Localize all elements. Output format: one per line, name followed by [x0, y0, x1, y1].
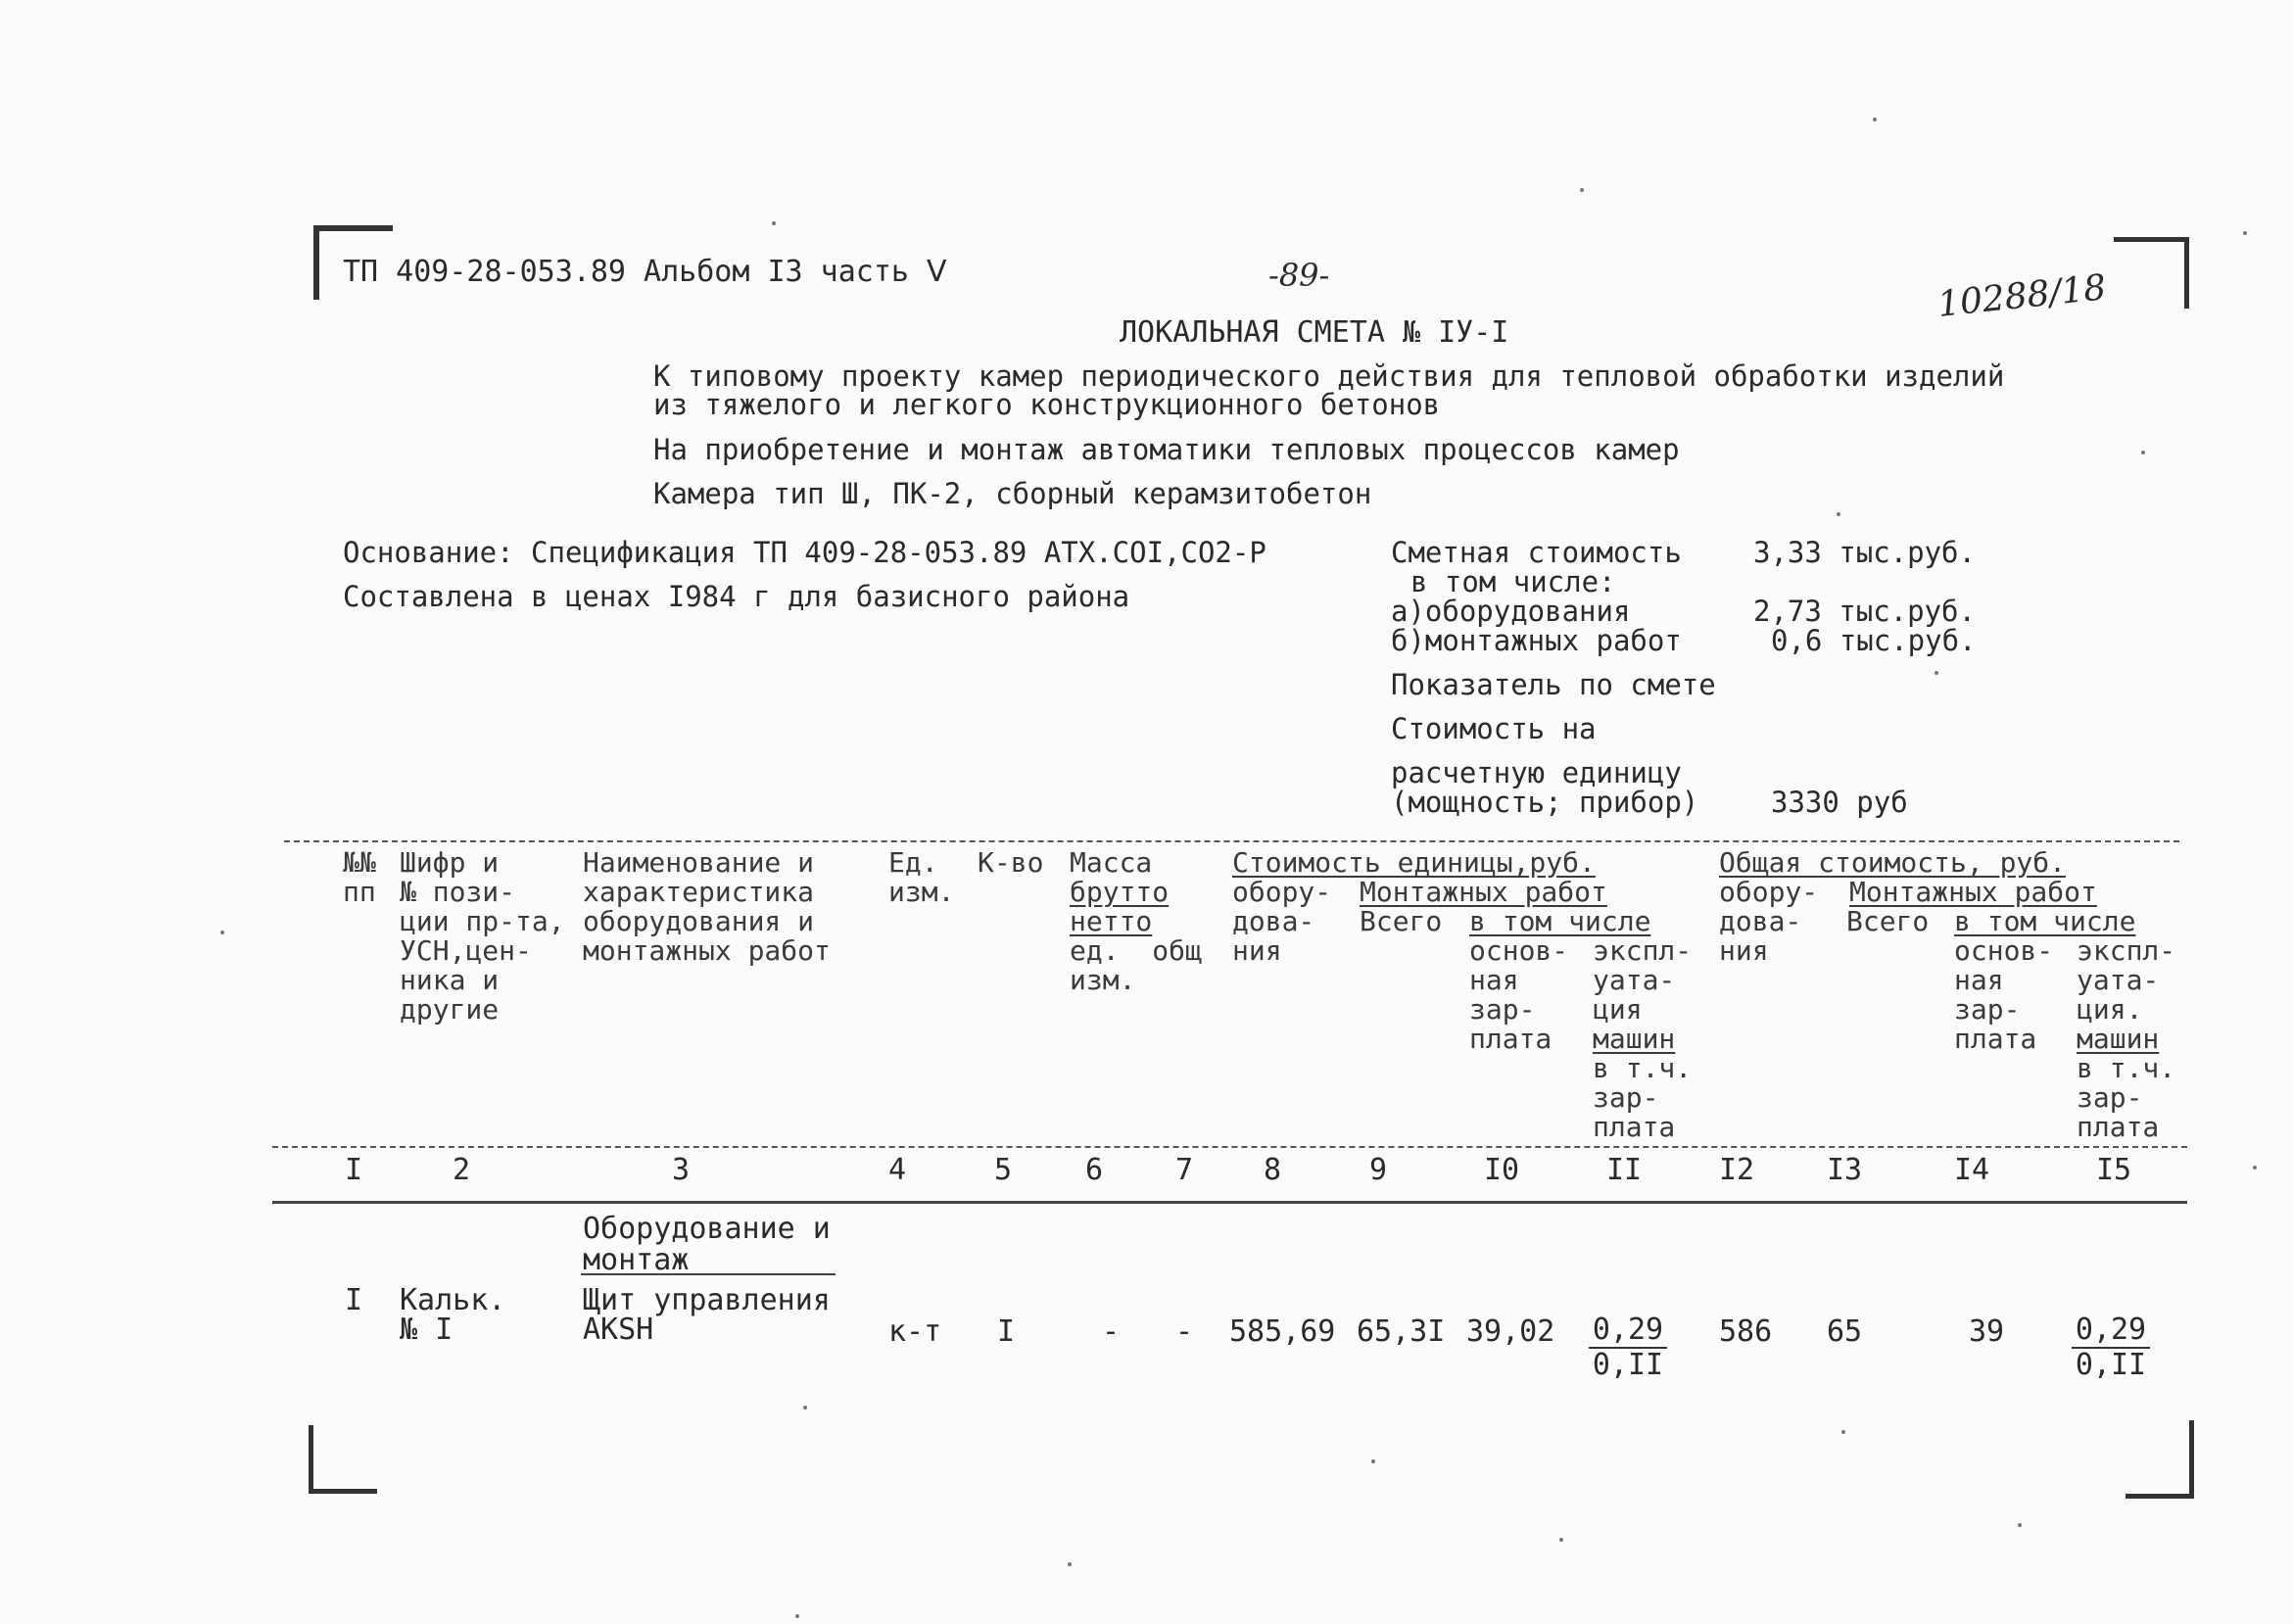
header-total-wage: основ- ная зар- плата [1954, 934, 2054, 1055]
column-number: I3 [1827, 1153, 1863, 1187]
unit-cost-value: 3330 руб [1771, 786, 1908, 819]
scan-speck [1837, 512, 1840, 516]
including-label: в том числе: [1410, 565, 1616, 598]
estimate-cost-label: Сметная стоимость [1391, 536, 1682, 569]
corner-mark-bottom-right [2126, 1420, 2194, 1499]
header-total-equipment: обору- дова- ния [1719, 876, 1819, 967]
header-total-machines-wage: в т.ч. зар- плата [2077, 1052, 2176, 1143]
row-unit-installation-total: 65,3I [1357, 1314, 1446, 1349]
row-total-exploitation-wage: 0,II [2075, 1348, 2147, 1382]
scan-speck [1068, 1562, 1072, 1566]
row-name-1: Щит управления [583, 1283, 831, 1317]
header-mass-units: ед. общ изм. [1070, 934, 1202, 996]
section-title-2: монтаж [583, 1243, 690, 1277]
equipment-label: а)оборудования [1391, 595, 1631, 628]
scan-speck [772, 221, 776, 225]
indicator-label: Показатель по смете [1391, 668, 1716, 701]
row-code-1: Кальк. [400, 1283, 506, 1317]
scan-speck [795, 1614, 799, 1618]
scan-speck [803, 1406, 807, 1409]
scan-speck [1841, 1430, 1845, 1434]
table-header-bottom-rule [272, 1146, 2187, 1148]
scan-speck [2141, 451, 2145, 454]
scan-speck [1873, 118, 1877, 121]
header-unit-cost-group: Стоимость единицы,руб. [1232, 846, 1596, 879]
column-number: I [345, 1153, 363, 1187]
row-name-2: AKSH [583, 1313, 654, 1347]
title-line-4: Камера тип Ш, ПК-2, сборный керамзитобетон [653, 477, 1372, 510]
unit-cost-label-1: Стоимость на [1391, 712, 1597, 745]
row-unit-exploitation-wage: 0,II [1592, 1348, 1664, 1382]
column-number: 2 [453, 1153, 471, 1187]
row-mass-total: - [1175, 1314, 1194, 1349]
header-unit-equipment: обору- дова- ния [1232, 876, 1332, 967]
column-number: 7 [1175, 1153, 1194, 1187]
unit-cost-label-3: (мощность; прибор) [1391, 786, 1699, 819]
title-line-2: из тяжелого и легкого конструкционного бетонов [653, 388, 1441, 421]
header-total-including: в том числе [1954, 905, 2136, 937]
page-number: -89- [1268, 257, 1330, 294]
sheet-code: 10288/18 [1935, 267, 2109, 325]
header-unit-exploitation: экспл- уата- ция [1593, 934, 1693, 1026]
column-number: I0 [1484, 1153, 1520, 1187]
header-name: Наименование и характеристика оборудования и монтажных работ [583, 846, 831, 967]
row-unit-wage: 39,02 [1466, 1314, 1555, 1349]
scan-speck [1559, 1538, 1563, 1542]
header-unit-total: Всего [1360, 905, 1443, 937]
row-unit-exploitation [1589, 1315, 1667, 1380]
estimate-cost-value: 3,33 тыс.руб. [1753, 536, 1976, 569]
scan-speck [2253, 1166, 2257, 1170]
installation-value: 0,6 тыс.руб. [1771, 624, 1977, 657]
column-number: 9 [1369, 1153, 1388, 1187]
header-total-exploitation: экспл- уата- ция. [2077, 934, 2176, 1026]
row-mass-unit: - [1102, 1314, 1121, 1349]
header-unit-machines-wage: в т.ч. зар- плата [1593, 1052, 1693, 1143]
estimate-title: ЛОКАЛЬНАЯ СМЕТА № IУ-I [1120, 315, 1509, 350]
equipment-value: 2,73 тыс.руб. [1753, 595, 1976, 628]
header-row-number: №№ пп [343, 846, 376, 908]
scan-speck [220, 931, 224, 934]
header-unit: Ед. изм. [888, 846, 955, 908]
row-number: I [345, 1283, 363, 1317]
project-code: ТП 409-28-053.89 Альбом I3 часть Ⅴ [343, 255, 947, 289]
header-code: Шифр и № пози- ции пр-та, УСН,цен- ника и другие [400, 846, 565, 1026]
column-number-rule [272, 1201, 2187, 1204]
installation-label: б)монтажных работ [1391, 624, 1682, 657]
column-number: I2 [1719, 1153, 1755, 1187]
title-line-3: На приобретение и монтаж автоматики тепловых процессов камер [653, 433, 1680, 466]
header-unit-wage: основ- ная зар- плата [1469, 934, 1569, 1055]
column-number: 3 [672, 1153, 691, 1187]
column-number: 6 [1085, 1153, 1104, 1187]
row-total-exploitation [2072, 1315, 2150, 1380]
column-number: 5 [994, 1153, 1013, 1187]
header-unit-including: в том числе [1469, 905, 1651, 937]
basis-line-2: Составлена в ценах I984 г для базисного района [343, 580, 1130, 613]
header-mass-gross: брутто [1070, 876, 1170, 908]
column-number: I5 [2096, 1153, 2132, 1187]
row-unit-exploitation-value: 0,29 [1589, 1315, 1667, 1349]
header-mass-net: нетто [1070, 905, 1153, 937]
header-mass: Масса [1070, 846, 1153, 879]
section-title: Оборудование и [583, 1212, 831, 1246]
header-unit-machines: машин [1593, 1023, 1676, 1055]
column-number: II [1606, 1153, 1643, 1187]
header-unit-installation: Монтажных работ [1360, 876, 1607, 908]
row-total-exploitation-value: 0,29 [2072, 1315, 2150, 1349]
corner-mark-bottom-left [309, 1425, 377, 1494]
unit-cost-label-2: расчетную единицу [1391, 756, 1682, 789]
scan-speck [1371, 1459, 1375, 1463]
scan-speck [2243, 231, 2247, 235]
table-top-rule [284, 840, 2179, 842]
corner-mark-top-right [2114, 237, 2189, 309]
header-quantity: К-во [978, 846, 1044, 879]
row-total-equipment: 586 [1719, 1314, 1773, 1349]
basis-line-1: Основание: Спецификация ТП 409-28-053.89 АТХ.СОI,СО2-Р [343, 536, 1266, 569]
row-unit-equipment: 585,69 [1229, 1314, 1336, 1349]
row-quantity: I [997, 1314, 1016, 1349]
row-total-wage: 39 [1969, 1314, 2005, 1349]
scan-speck [1580, 188, 1584, 192]
scan-speck [1935, 671, 1938, 675]
header-total-machines: машин [2077, 1023, 2160, 1055]
header-total-total: Всего [1846, 905, 1930, 937]
scan-speck [2018, 1523, 2022, 1527]
column-number: 4 [888, 1153, 907, 1187]
header-total-cost-group: Общая стоимость, руб. [1719, 846, 2067, 879]
section-title-underline [581, 1273, 836, 1275]
title-line-1: К типовому проекту камер периодического действия для тепловой обработки изделий [653, 359, 2005, 393]
column-number: 8 [1264, 1153, 1282, 1187]
row-total-installation-total: 65 [1827, 1314, 1863, 1349]
header-total-installation: Монтажных работ [1849, 876, 2097, 908]
column-number: I4 [1954, 1153, 1990, 1187]
row-unit: к-т [888, 1314, 942, 1349]
row-code-2: № I [400, 1313, 454, 1347]
